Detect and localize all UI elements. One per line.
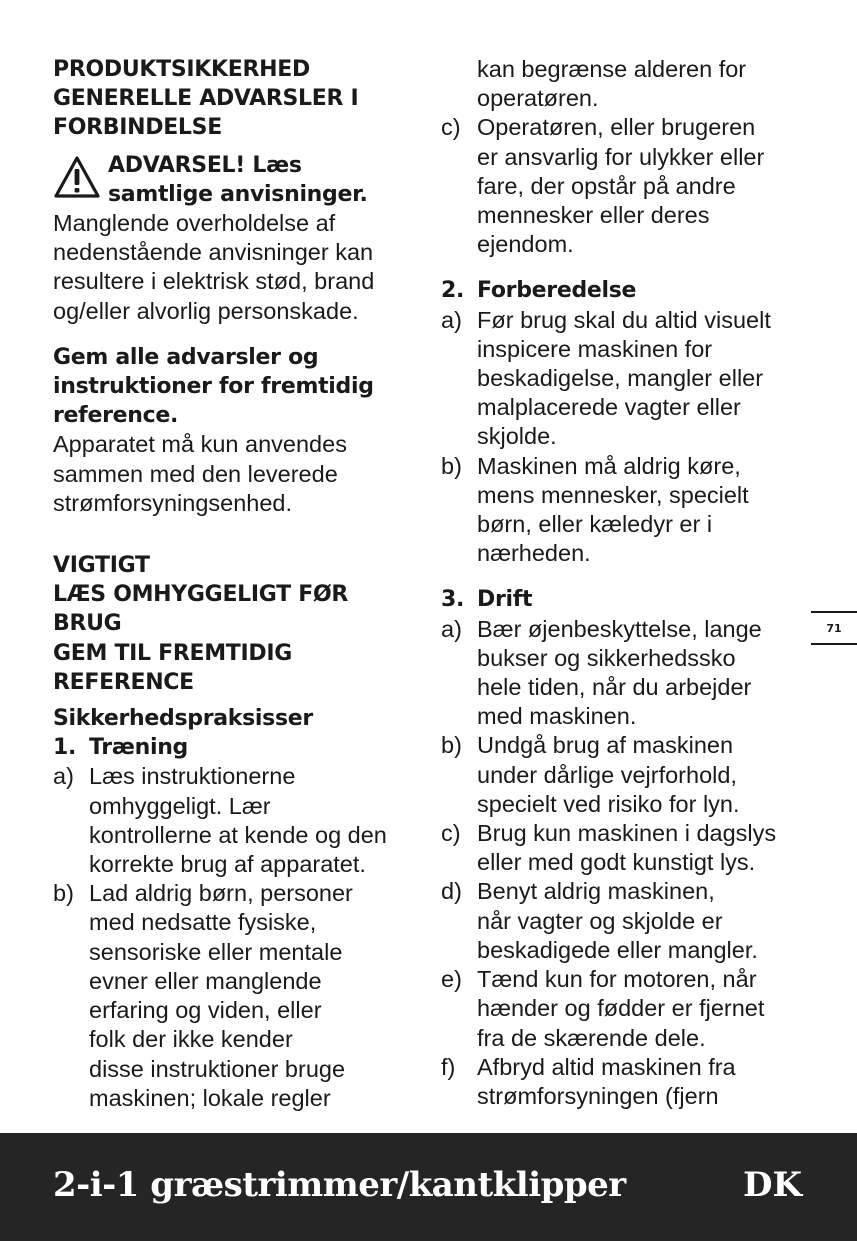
warning-body-line: nedenstående anvisninger kan (53, 239, 374, 266)
warning-body-line: resultere i elektrisk stød, brand (53, 268, 375, 295)
list-item-line: maskinen; lokale regler (89, 1084, 331, 1111)
warning-triangle-icon (53, 155, 101, 199)
left-column (53, 55, 425, 1113)
section-operation-heading (441, 585, 809, 614)
important-line: BRUG (53, 611, 122, 637)
list-item (441, 1053, 809, 1111)
list-marker: a) (441, 615, 462, 642)
list-item-line: hænder og fødder er fjernet (477, 995, 765, 1022)
list-marker: b) (441, 452, 462, 479)
save-body-line: Apparatet må kun anvendes (53, 431, 347, 458)
list-item-line: er ansvarlig for ulykker eller (477, 143, 765, 170)
list-marker: c) (441, 820, 461, 847)
list-item-line: folk der ikke kender (89, 1026, 293, 1053)
list-item-line: med nedsatte fysiske, (89, 909, 317, 936)
list-item-line: Undgå brug af maskinen (477, 732, 734, 759)
list-item-line: når vagter og skjolde er (477, 907, 723, 934)
list-marker: a) (53, 763, 74, 790)
list-item-line: sensoriske eller mentale (89, 938, 343, 965)
list-item-line: omhyggeligt. Lær (89, 792, 271, 819)
list-item-line: Maskinen må aldrig køre, (477, 452, 741, 479)
important-line: REFERENCE (53, 669, 194, 695)
section-number: 1. (53, 735, 77, 761)
list-item (441, 819, 809, 877)
save-heading-line: instruktioner for fremtidig (53, 374, 374, 400)
list-item (53, 762, 425, 879)
list-item-line: beskadigelse, mangler eller (477, 365, 764, 392)
list-item-line: mens mennesker, specielt (477, 481, 749, 508)
list-item (441, 306, 809, 452)
list-item-line: under dårlige vejrforhold, (477, 761, 737, 788)
list-item (441, 731, 809, 819)
section-number: 2. (441, 278, 465, 304)
section-number: 3. (441, 587, 465, 613)
list-item-line: inspicere maskinen for (477, 335, 713, 362)
list-marker: e) (441, 966, 462, 993)
footer-title: 2-i-1 græstrimmer/kantklipper (53, 1165, 626, 1205)
list-item-line: hele tiden, når du arbejder (477, 674, 752, 701)
list-item-line: Tænd kun for motoren, når (477, 966, 757, 993)
list-item-line: nærheden. (477, 540, 591, 567)
list-item-line: ejendom. (477, 231, 574, 258)
list-item-line: malplacerede vagter eller (477, 394, 741, 421)
list-item-line: skjolde. (477, 423, 557, 450)
section-title: Træning (89, 735, 189, 761)
list-item-line: Bær øjenbeskyttelse, lange (477, 615, 762, 642)
page-number-tab (811, 611, 857, 645)
important-line: GEM TIL FREMTIDIG (53, 640, 292, 666)
list-item-line: kan begrænse alderen for (477, 56, 747, 82)
list-item (441, 452, 809, 569)
list-item (441, 113, 809, 259)
save-body-line: sammen med den leverede (53, 460, 338, 487)
list-item (53, 879, 425, 1113)
list-marker: f) (441, 1053, 456, 1080)
list-item-line: bukser og sikkerhedssko (477, 644, 736, 671)
list-item-line: evner eller manglende (89, 967, 322, 994)
list-item-line: Læs instruktionerne (89, 763, 296, 790)
list-item-line: med maskinen. (477, 703, 637, 730)
list-item-line: Afbryd altid maskinen fra (477, 1053, 736, 1080)
list-item-line: operatøren. (477, 85, 599, 112)
section-title: Forberedelse (477, 278, 637, 304)
list-marker: b) (53, 880, 74, 907)
right-column (441, 55, 809, 1111)
save-heading-line: reference. (53, 403, 179, 429)
list-item-line: Benyt aldrig maskinen, (477, 878, 715, 905)
list-item (441, 615, 809, 732)
warning-block (53, 151, 425, 209)
list-item-line: Lad aldrig børn, personer (89, 880, 353, 907)
list-item-line: Brug kun maskinen i dagslys (477, 820, 777, 847)
list-item (441, 965, 809, 1053)
section-training-heading (53, 733, 425, 762)
list-item (441, 877, 809, 965)
list-marker: a) (441, 306, 462, 333)
list-item-line: eller med godt kunstigt lys. (477, 849, 756, 876)
list-item-line: beskadigede eller mangler. (477, 936, 758, 963)
warning-title-line1: ADVARSEL! Læs (108, 152, 302, 178)
list-item-line: strømforsyningen (fjern (477, 1082, 719, 1109)
warning-title-line2: samtlige anvisninger. (108, 181, 368, 207)
list-item-line: erfaring og viden, eller (89, 997, 322, 1024)
section-preparation-heading (441, 276, 809, 305)
list-item-continued (441, 55, 809, 113)
list-item-line: korrekte brug af apparatet. (89, 851, 366, 878)
footer-bar (0, 1133, 857, 1241)
save-body-line: strømforsyningsenhed. (53, 489, 293, 516)
list-marker: b) (441, 732, 462, 759)
section-title: Drift (477, 587, 533, 613)
list-item-line: børn, eller kæledyr er i (477, 511, 713, 538)
warning-body-line: Manglende overholdelse af (53, 210, 336, 237)
page-number: 71 (826, 621, 842, 635)
list-item-line: mennesker eller deres (477, 202, 710, 229)
footer-language-code: DK (742, 1165, 802, 1205)
warning-body-line: og/eller alvorlig personskade. (53, 297, 359, 324)
heading-general-warnings: GENERELLE ADVARSLER I (53, 86, 359, 112)
important-line: LÆS OMHYGGELIGT FØR (53, 582, 348, 608)
save-heading-line: Gem alle advarsler og (53, 344, 319, 370)
list-marker: d) (441, 878, 462, 905)
list-item-line: Operatøren, eller brugeren (477, 114, 756, 141)
list-item-line: kontrollerne at kende og den (89, 821, 387, 848)
list-marker: c) (441, 114, 461, 141)
list-item-line: disse instruktioner bruge (89, 1055, 346, 1082)
list-item-line: fra de skærende dele. (477, 1024, 706, 1051)
practices-heading: Sikkerhedspraksisser (53, 706, 313, 732)
heading-product-safety: PRODUKTSIKKERHED (53, 57, 310, 82)
heading-connection: FORBINDELSE (53, 115, 222, 141)
list-item-line: fare, der opstår på andre (477, 172, 736, 199)
list-item-line: specielt ved risiko for lyn. (477, 790, 740, 817)
important-line: VIGTIGT (53, 553, 150, 579)
list-item-line: Før brug skal du altid visuelt (477, 306, 771, 333)
